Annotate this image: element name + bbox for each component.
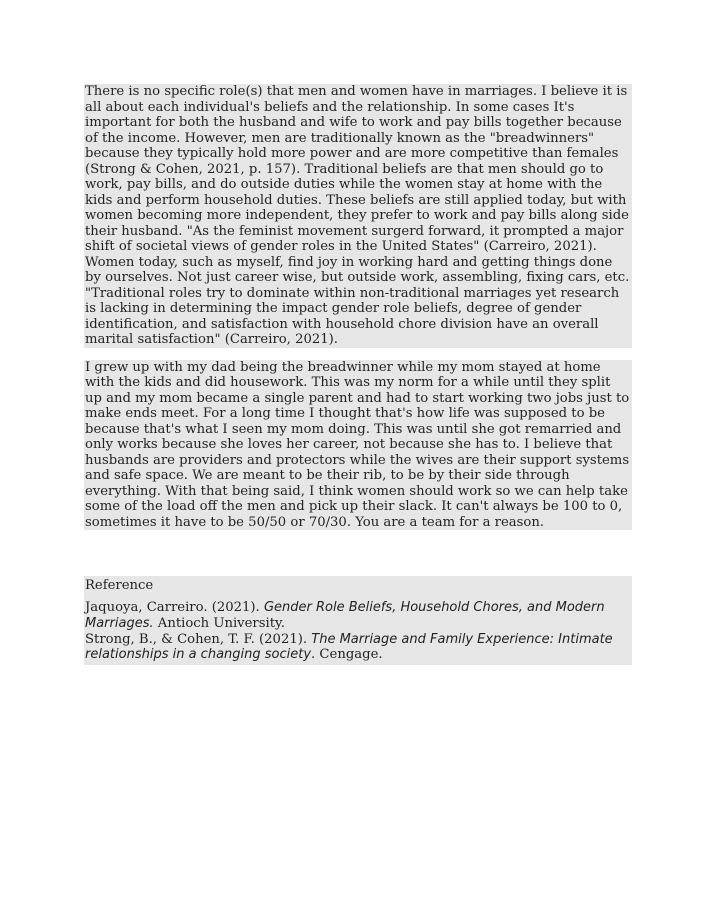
- reference-author: Jaquoya, Carreiro. (2021).: [85, 600, 264, 615]
- reference-title: Gender Role Beliefs, Household Chores, and Modern Marriages.: [85, 600, 605, 631]
- body-paragraph-2: I grew up with my dad being the breadwinner while my mom stayed at home with the kids and did housework. This was my norm for a while until they split up and my mom became a single parent and had to start working two jobs just to make ends meet. For a long time I thought that's how life was supposed to be because that's what I seen my mom doing. This was until she got remarried and only works because she loves her career, not because she has to. I believe that husbands are providers and protectors while the wives are their support systems and safe space. We are meant to be their rib, to be by their side through everything. With that being said, I think women should work so we can help take some of the load off the men and pick up their slack. It can't always be 100 to 0, sometimes it have to be 50/50 or 70/30. You are a team for a reason.: [84, 360, 632, 531]
- document-page: [84, 84, 632, 665]
- reference-entry-2: [85, 632, 631, 664]
- body-paragraph-1: There is no specific role(s) that men and women have in marriages. I believe it is all about each individual's beliefs and the relationship. In some cases It's important for both the husband and wife to work and pay bills together because of the income. However, men are traditionally known as the "breadwinners" because they typically hold more power and are more competitive than females (Strong & Cohen, 2021, p. 157). Traditional beliefs are that men should go to work, pay bills, and do outside duties while the women stay at home with the kids and perform household duties. These beliefs are still applied today, but with women becoming more independent, they prefer to work and pay bills along side their husband. "As the feminist movement surgerd forward, it prompted a major shift of societal views of gender roles in the United States" (Carreiro, 2021). Women today, such as myself, find joy in working hard and getting things done by ourselves. Not just career wise, but outside work, assembling, fixing cars, etc. "Traditional roles try to dominate within non-traditional marriages yet research is lacking in determining the impact gender role beliefs, degree of gender identification, and satisfaction with household chore division have an overall marital satisfaction" (Carreiro, 2021).: [84, 84, 632, 348]
- reference-list: [84, 600, 632, 665]
- reference-heading: Reference: [84, 576, 632, 600]
- reference-title: The Marriage and Family Experience: Intimate relationships in a changing society: [85, 631, 613, 663]
- reference-entry-1: [85, 600, 631, 632]
- section-spacer: [84, 530, 632, 576]
- reference-author: Strong, B., & Cohen, T. F. (2021).: [85, 631, 312, 647]
- paragraph-spacer: [84, 348, 632, 360]
- reference-publisher: Antioch University.: [153, 615, 285, 631]
- reference-publisher: . Cengage.: [311, 647, 383, 663]
